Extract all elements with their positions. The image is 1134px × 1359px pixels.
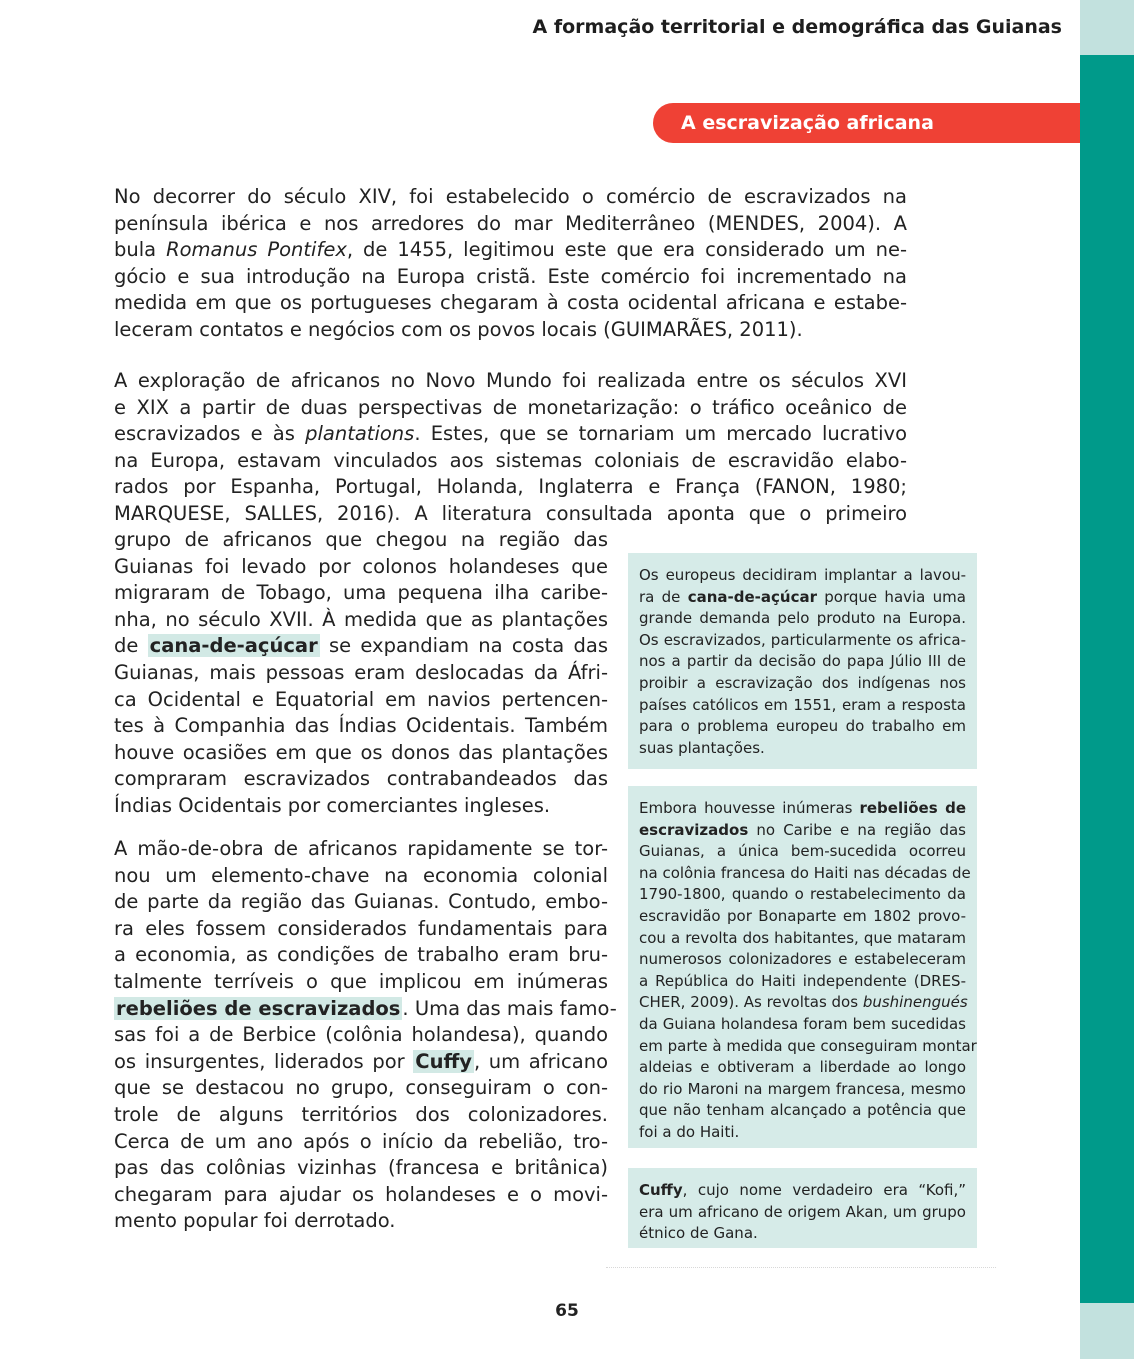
text-line: ra eles fossem considerados fundamentais para: [114, 916, 608, 940]
section-title-tab: [653, 103, 1080, 143]
text-line: nou um elemento-chave na economia colonial: [114, 863, 608, 887]
note-term: escravizados: [639, 820, 749, 839]
glossary-term-cana-de-acucar: cana-de-açúcar: [149, 634, 318, 658]
text-line: para o problema europeu do trabalho em: [639, 717, 966, 736]
text-line: proibir a escravização dos indígenas nos: [639, 673, 966, 692]
text-line: que se destacou no grupo, conseguiram o con-: [114, 1076, 608, 1100]
text-line: na Europa, estavam vinculados aos sistemas coloniais de escravidão elabo-: [114, 448, 907, 472]
text-line: Guianas foi levado por colonos holandeses que: [114, 554, 608, 578]
text-line: cou a revolta dos habitantes, que mataram: [639, 928, 966, 947]
text-line: talmente terríveis o que implicou em inúmeras: [114, 969, 608, 993]
text-line: grande demanda pelo produto na Europa.: [639, 609, 966, 628]
text-line: compraram escravizados contrabandeados das: [114, 767, 608, 791]
text-line: nha, no século XVII. À medida que as plantações: [114, 607, 608, 631]
text-line: em parte à medida que conseguiram montar: [639, 1036, 977, 1055]
running-title: A formação territorial e demográfica das Guianas: [532, 16, 1062, 38]
glossary-term-cuffy: Cuffy: [415, 1049, 472, 1073]
text-line: escravidão por Bonaparte em 1802 provo-: [639, 906, 966, 925]
text-line: a República do Haiti independente (DRES-: [639, 971, 966, 990]
paragraph-2-continued: [114, 527, 608, 820]
text-line: Índias Ocidentais por comerciantes ingleses.: [114, 793, 551, 817]
text-line: migraram de Tobago, uma pequena ilha caribe-: [114, 581, 608, 605]
text-line: mento popular foi derrotado.: [114, 1209, 396, 1233]
text-line: bula Romanus Pontifex, de 1455, legitimou este que era considerado um ne-: [114, 238, 907, 262]
text-line: ca Ocidental e Equatorial em navios pertencen-: [114, 687, 608, 711]
text-line: Embora houvesse inúmeras rebeliões de: [639, 799, 966, 817]
text-line: 1790-1800, quando o restabelecimento da: [639, 885, 966, 904]
glossary-term-rebelioes: rebeliões de escravizados: [116, 996, 401, 1020]
paragraph-1: [114, 184, 907, 344]
text-line: CHER, 2009). As revoltas dos bushinengués: [639, 993, 968, 1012]
text-line: Os europeus decidiram implantar a lavou-: [639, 566, 966, 584]
edge-color-band: [1080, 55, 1134, 1303]
text-line: rebeliões de escravizados . Uma das mais famo-: [116, 996, 617, 1020]
page-number: 65: [555, 1301, 579, 1321]
text-line: rados por Espanha, Portugal, Holanda, Inglaterra e França (FANON, 1980;: [114, 475, 907, 499]
text-line: de cana-de-açúcar se expandiam na costa das: [114, 634, 608, 658]
text-line: ra de cana-de-açúcar porque havia uma: [639, 587, 966, 606]
text-line: aldeias e obtiveram a liberdade ao longo: [639, 1058, 966, 1077]
text-line: Guianas, mais pessoas eram deslocadas da Áfri-: [114, 660, 608, 684]
note-term: cana-de-açúcar: [687, 587, 817, 606]
note-italic-term: bushinengués: [862, 993, 968, 1012]
text-line: chegaram para ajudar os holandeses e o movi-: [114, 1182, 608, 1206]
sidebar-note-cana-de-acucar: [628, 553, 977, 769]
text-line: os insurgentes, liderados por Cuffy , um africano: [114, 1049, 608, 1073]
text-line: a economia, as condições de trabalho eram bru-: [114, 943, 608, 967]
text-line: Cuffy, cujo nome verdadeiro era “Kofi,”: [639, 1181, 966, 1199]
text-line: grupo de africanos que chegou na região das: [114, 528, 608, 551]
text-line: que não tenham alcançado a potência que: [639, 1101, 966, 1120]
text-line: Os escravizados, particularmente os africa-: [639, 630, 966, 649]
section-title: A escravização africana: [681, 111, 934, 134]
text-line: na colônia francesa do Haiti nas décadas de: [639, 863, 971, 882]
sidebar-note-cuffy: [628, 1168, 977, 1248]
text-line: países católicos em 1551, eram a resposta: [639, 695, 966, 714]
plantations-term: plantations: [305, 422, 415, 446]
text-line: do rio Maroni na margem francesa, mesmo: [639, 1079, 966, 1098]
text-line: tes à Companhia das Índias Ocidentais. Também: [114, 714, 608, 738]
text-line: pas das colônias vizinhas (francesa e britânica): [114, 1156, 608, 1180]
text-line: A exploração de africanos no Novo Mundo foi realizada entre os séculos XVI: [114, 369, 907, 392]
text-line: A mão-de-obra de africanos rapidamente se tor-: [114, 837, 608, 860]
text-line: étnico de Gana.: [639, 1224, 758, 1243]
text-line: escravizados e às plantations. Estes, que se tornariam um mercado lucrativo: [114, 422, 908, 446]
paragraph-2: [114, 368, 907, 528]
text-line: medida em que os portugueses chegaram à costa ocidental africana e estabe-: [114, 291, 907, 315]
paragraph-3: [114, 836, 617, 1235]
romanus-pontifex-title: Romanus Pontifex: [166, 238, 347, 262]
text-line: foi a do Haiti.: [639, 1122, 740, 1141]
sidebar-note-rebelioes: [628, 786, 977, 1148]
text-line: houve ocasiões em que os donos das plantações: [114, 740, 608, 764]
text-line: escravizados no Caribe e na região das: [639, 820, 966, 839]
text-line: gócio e sua introdução na Europa cristã. Este comércio foi incrementado na: [114, 264, 907, 288]
text-line: da Guiana holandesa foram bem sucedidas: [639, 1014, 966, 1033]
text-line: era um africano de origem Akan, um grupo: [639, 1202, 966, 1221]
text-line: leceram contatos e negócios com os povos locais (GUIMARÃES, 2011).: [114, 317, 803, 341]
text-line: nos a partir da decisão do papa Júlio III de: [639, 652, 966, 671]
text-line: numerosos colonizadores e estabeleceram: [639, 950, 966, 969]
text-line: península ibérica e nos arredores do mar Mediterrâneo (MENDES, 2004). A: [114, 211, 907, 235]
text-line: MARQUESE, SALLES, 2016). A literatura consultada aponta que o primeiro: [114, 501, 907, 525]
note-term: rebeliões de: [859, 799, 966, 817]
divider: [606, 1267, 996, 1268]
text-line: suas plantações.: [639, 738, 765, 757]
text-line: e XIX a partir de duas perspectivas de monetarização: o tráfico oceânico de: [114, 395, 907, 419]
text-line: sas foi a de Berbice (colônia holandesa), quando: [114, 1023, 608, 1047]
text-line: trole de alguns territórios dos colonizadores.: [114, 1102, 608, 1126]
text-line: Guianas, a única bem-sucedida ocorreu: [639, 842, 966, 861]
text-line: de parte da região das Guianas. Contudo, embo-: [114, 890, 608, 914]
text-line: No decorrer do século XIV, foi estabelecido o comércio de escravizados na: [114, 185, 907, 208]
note-term: Cuffy: [639, 1181, 683, 1199]
text-line: Cerca de um ano após o início da rebelião, tro-: [114, 1129, 608, 1153]
